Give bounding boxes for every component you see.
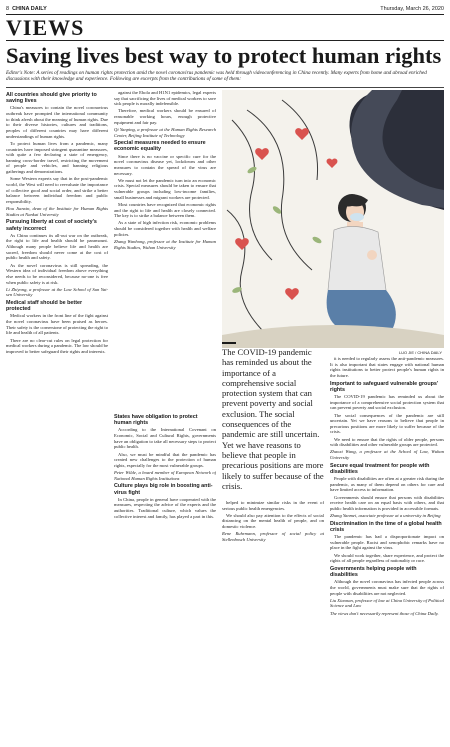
- paragraph: To protect human lives from a pandemic, many countries have imposed stringent quarantine measures, with quite a few declaring a state of emergency, banning cross-border travel, restricting the movement of people and vehicles, and banning religious gatherings and demonstrations.: [6, 140, 108, 175]
- paragraph: against the Ebola and H1N1 epidemics, legal experts say that sacrificing the lives of medical workers to save sick people is morally indefensible.: [114, 90, 216, 107]
- column-pull-lower: [222, 500, 324, 738]
- paragraph: According to the International Covenant on Economic, Social and Cultural Rights, governments have an obligation to take all necessary steps to protect public health.: [114, 427, 216, 450]
- subhead: Secure equal treatment for people with disabilities: [330, 462, 430, 475]
- note-rule: [6, 87, 444, 88]
- paragraph: The pandemic has had a disproportionate impact on vulnerable people. Racist and xenophobic remarks have no place in the fight against the virus.: [330, 534, 444, 551]
- paper-name: CHINA DAILY: [12, 6, 47, 12]
- paragraph: People with disabilities are often at a greater risk during the pandemic, as many of them depend on others for care and have limited access to information.: [330, 476, 444, 493]
- subhead: Culture plays big role in boosting anti-virus fight: [114, 483, 213, 496]
- illustration-credit: LUO JIE / CHINA DAILY: [398, 350, 442, 355]
- paragraph: Some Western experts say that in the post-pandemic world, the West will need to reevaluate the importance of collective good and social order, and strike a better balance between individual freedom and public responsibility.: [6, 176, 108, 204]
- pull-quote: [222, 342, 324, 491]
- byline: Zhaoxi Wang, a professor at the School of Law, Wuhan University: [330, 449, 444, 461]
- subhead: Discrimination in the time of a global health crisis: [330, 520, 442, 533]
- byline: Hou Jianxin, dean of the Institute for Human Rights Studies at Nankai University: [6, 206, 108, 217]
- paragraph: helped to minimize similar risks in the event of serious public health emergencies.: [222, 500, 324, 511]
- paragraph: The social consequences of the pandemic are still uncertain. Yet we have reasons to believe that people in precarious positions are more likely to suffer because of the crisis.: [330, 412, 444, 435]
- illustration: [222, 90, 444, 348]
- subhead: All countries should give priority to saving lives: [6, 92, 97, 105]
- column-2: [114, 90, 216, 402]
- column-3-text: [330, 356, 444, 738]
- issue-date: Thursday, March 26, 2020: [380, 6, 444, 12]
- editors-note: Editor's Note: A series of readings on human rights protection amid the novel coronavirus pandemic was held through videoconferencing in China recently. Many experts from home and abroad enriched discussions with their knowledge and experience. Following are excerpts from the contributions of some of them:: [6, 70, 427, 83]
- byline: Peter Wilde, a board member of European Network of National Human Rights Institutions: [114, 470, 216, 481]
- paragraph: We should work together, share experience, and protect the rights of all people regardless of nationality or race.: [330, 552, 444, 564]
- illustration-art: [222, 90, 444, 348]
- paragraph: In China, people in general have cooperated with the measures, respecting the advice of the experts and the authorities. Traditional culture, which values the collective interest and family, has played a part in this.: [114, 496, 216, 519]
- subhead: Important to safeguard vulnerable groups' rights: [330, 380, 439, 393]
- disclaimer: The views don't necessarily represent those of China Daily.: [330, 610, 439, 616]
- column-1: [6, 90, 108, 738]
- paragraph: We should also pay attention to the effects of social distancing on the mental health of people, and on domestic violence.: [222, 512, 324, 530]
- paragraph: Most countries have recognized that economic rights and the right to life and health are closely connected. The key is to strike a balance between them.: [114, 201, 216, 219]
- page-number: 8: [6, 6, 10, 12]
- byline: Zhang Wanhong, professor at the Institute for Human Rights Studies, Wuhan University: [114, 238, 216, 250]
- paragraph: Medical workers in the front line of the fight against the novel coronavirus have been praised as heroes. Their safety is the cornerstone of protecting the right to life and health of all patients.: [6, 313, 108, 336]
- paragraph: Since there is no vaccine or specific cure for the novel coronavirus disease yet, lockdowns and other measures to contain the spread of the virus are necessary.: [114, 153, 216, 176]
- subhead: Governments helping people with disabilities: [330, 565, 417, 579]
- paragraph: The COVID-19 pandemic has reminded us about the importance of a comprehensive social protection system that can prevent poverty and social exclusion.: [330, 394, 444, 411]
- byline: Qi Yanping, a professor at the Human Rights Research Center, Beijing Institute of Technology: [114, 126, 216, 138]
- headline: Saving lives best way to protect human rights: [6, 43, 442, 68]
- quote-mark: [222, 342, 236, 344]
- column-2-lower: [114, 412, 216, 738]
- paragraph: Governments should ensure that persons with disabilities receive health care on an equal basis with others, and that public health information is provided in accessible formats.: [330, 494, 444, 511]
- paragraph: it is needed to regularly assess the anti-pandemic measures. It is also important that states engage with national human rights institutions to better protect people's human rights in the future.: [330, 356, 444, 378]
- subhead: Special measures needed to ensure economic equality: [114, 140, 206, 153]
- paragraph: As a state of high infection risk, economic problems should be considered together with health and welfare policies.: [114, 220, 216, 237]
- paragraph: Therefore, medical workers should be ensured of reasonable working hours, enough protective equipment and fair pay.: [114, 108, 216, 125]
- paragraph: As the novel coronavirus is still spreading, the Western idea of individual freedom above everything else needs to be reconsidered, because no-one is free when public safety is at risk.: [6, 262, 108, 285]
- subhead: States have obligation to protect human rights: [114, 414, 198, 427]
- paragraph: As China continues its all-out war on the outbreak, the right to life and health should be paramount. Although many people believe life and health are sacred, freedom should never come at the cost of public health and safety.: [6, 232, 108, 261]
- paragraph: We must not let the pandemic turn into an economic crisis. Special measures should be taken to ensure that vulnerable groups including low-income families, small businesses and migrant workers are protected.: [114, 177, 216, 200]
- paragraph: China's measures to contain the novel coronavirus outbreak have prompted the international community to think afresh about the meaning of human rights. Due to their diverse histories, cultures and traditions, peoples of different countries may have different understandings of human rights.: [6, 105, 108, 139]
- paragraph: Also, we must be mindful that the pandemic has created new challenges to the protection of human rights, especially for the most vulnerable groups.: [114, 451, 216, 468]
- paragraph: We need to ensure that the rights of older people, persons with disabilities and other vulnerable groups are protected.: [330, 436, 444, 448]
- paragraph: Although the novel coronavirus has infected people across the world, governments must make sure that the rights of people with disabilities are not neglected.: [330, 579, 444, 596]
- byline: Rene Ruhrmann, professor of social policy at Stellenbosch University: [222, 531, 324, 542]
- subhead: Pursuing liberty at cost of society's safety incorrect: [6, 219, 97, 232]
- byline: Li Zhiyong, a professor at the Law School of Sun Yat-sen University: [6, 286, 108, 298]
- subhead: Medical staff should be better protected: [6, 300, 83, 313]
- top-bar: [6, 4, 444, 15]
- pull-quote-text: The COVID-19 pandemic has reminded us about the importance of a comprehensive social protection system that can prevent poverty and social exclusion. The social consequences of the pandemic are still uncertain. Yet we have reasons to believe that people in precarious positions are more likely to suffer because of the crisis.: [222, 347, 324, 491]
- section-rule: [6, 40, 444, 41]
- byline: Zhang Yanmei, associate professor at a university in Beijing: [330, 513, 441, 519]
- byline: Liu Xiaonan, professor of law at China University of Political Science and Law: [330, 597, 444, 609]
- section-title: VIEWS: [6, 15, 85, 40]
- paragraph: There are no clear-cut rules on legal protection for medical workers during a pandemic. The law should be improved to better safeguard their rights and interests.: [6, 337, 108, 354]
